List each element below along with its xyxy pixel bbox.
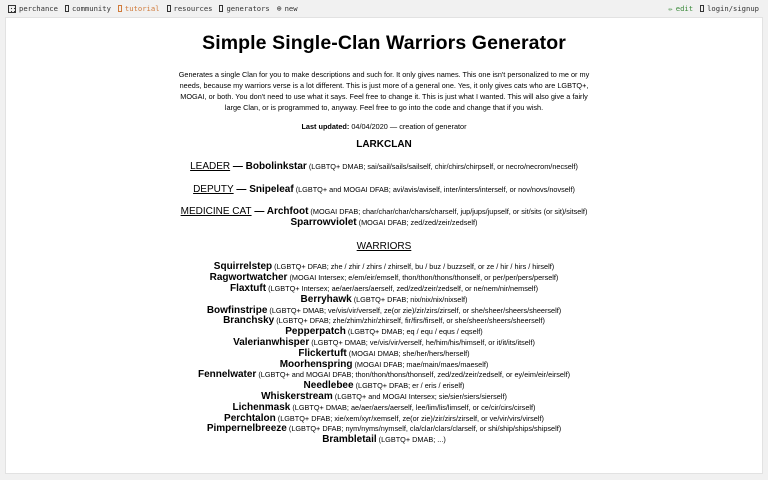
warrior-info: (LGBTQ+ DMAB; ve/vis/vir/verself, ze(or zie)/zir/zirs/zirself, or she/sheer/sheers/sheerself) (267, 305, 562, 315)
warrior-item (154, 338, 614, 349)
nav-new-link[interactable] (277, 4, 298, 13)
warrior-info: (LGBTQ+ DMAB; ve/vis/vir/verself, he/him/his/himself, or it/it/its/itself) (309, 337, 535, 347)
medicine-apprentice-info: (MOGAI DFAB; zed/zed/zeir/zedself) (356, 217, 478, 227)
nav-community-label: community (71, 4, 111, 13)
warrior-name: Brambletail (322, 434, 377, 446)
warrior-item (154, 392, 614, 403)
warrior-info: (LGBTQ+ DFAB; zhe / zhir / zhirs / zhirself, bu / buz / buzzself, or ze / hir / hirs / hirself) (272, 262, 555, 272)
warrior-info: (LGBTQ+ DFAB; nix/nix/nix/nixself) (351, 294, 468, 304)
intro-paragraph: Generates a single Clan for you to make descriptions and such for. It only gives names. This one isn't personalized to me or my needs, because my warriors verse is a lot different. This is just more of a general one. Yes, it only gives cats who are LGBTQ+, MOGAI, or both. You don't need to use what it says. Feel free to change it. This is just what I wanted. This will also give a fairly large Clan, or is programmed to, anyway. Feel free to go into the code and change that if you wish. (178, 70, 590, 113)
warrior-info: (LGBTQ+ DFAB; zhe/zhim/zhir/zhirself, fir/firs/firself, or she/sheer/sheers/sheerself) (274, 316, 545, 326)
warrior-name: Squirrelstep (213, 261, 273, 273)
warrior-info: (MOGAI DMAB; she/her/hers/herself) (346, 348, 470, 358)
top-nav-bar (0, 0, 768, 17)
warrior-info: (LGBTQ+ DFAB; nym/nyms/nymself, cla/clar/clars/clarself, or shi/ship/ships/shipself) (286, 424, 562, 434)
nav-tutorial-label: tutorial (124, 4, 160, 13)
medicine-cat-name: Archfoot (266, 206, 309, 218)
generator-output-panel (5, 17, 763, 474)
warrior-info: (LGBTQ+ DFAB; er / eris / eriself) (353, 381, 465, 391)
nav-new-label: new (284, 4, 298, 13)
warrior-item (154, 284, 614, 295)
top-nav-left (0, 4, 305, 13)
warrior-item (154, 435, 614, 446)
user-icon (700, 5, 704, 12)
leader-rank-label: LEADER (190, 161, 231, 173)
warrior-item (154, 403, 614, 414)
warrior-item (154, 349, 614, 360)
warrior-name: Berryhawk (300, 293, 352, 305)
medicine-cat-rank-label: MEDICINE CAT (180, 206, 252, 218)
warrior-name: Fennelwater (197, 369, 257, 381)
warrior-info: (LGBTQ+ DMAB; ae/aer/aers/aerself, lee/lim/lis/limself, or ce/cir/cirs/cirself) (290, 402, 536, 412)
last-updated-label: Last updated: (301, 122, 350, 132)
page-title: Simple Single-Clan Warriors Generator (202, 32, 566, 54)
warriors-list (154, 262, 614, 446)
warrior-name: Valerianwhisper (233, 336, 310, 348)
warrior-item (154, 424, 614, 435)
warrior-info: (MOGAI Intersex; e/em/eir/emself, thon/thon/thons/thonself, or per/per/pers/perself) (287, 273, 559, 283)
nav-tutorial-link[interactable] (118, 4, 160, 13)
leader-entry (164, 162, 604, 173)
warrior-item (154, 370, 614, 381)
warrior-info: (LGBTQ+ and MOGAI Intersex; sie/sier/siers/sierself) (332, 391, 507, 401)
deputy-info: (LGBTQ+ and MOGAI DFAB; avi/avis/aviself, inter/inters/interself, or nov/novs/novself) (293, 184, 575, 194)
warrior-item (154, 327, 614, 338)
nav-edit-label: edit (675, 4, 694, 13)
warrior-info: (LGBTQ+ and MOGAI DFAB; thon/thon/thons/thonself, zed/zed/zeir/zedself, or ey/eim/eir/eirself) (256, 370, 571, 380)
nav-resources-link[interactable] (167, 4, 213, 13)
resources-icon (167, 5, 171, 12)
deputy-rank-label: DEPUTY (193, 183, 234, 195)
warrior-info: (MOGAI DFAB; mae/main/maes/maeself) (352, 359, 489, 369)
nav-generators-link[interactable] (219, 4, 269, 13)
medicine-cat-info: (MOGAI DFAB; char/char/char/chars/charself, jup/jups/jupself, or sit/sits (or sit)/sitself) (308, 207, 588, 217)
medicine-cat-entry (164, 207, 604, 228)
warrior-name: Pepperpatch (285, 326, 346, 338)
warrior-name: Flaxtuft (229, 282, 267, 294)
warrior-info: (LGBTQ+ Intersex; ae/aer/aers/aerself, zed/zed/zeir/zedself, or ne/nem/nir/nemself) (266, 283, 539, 293)
tutorial-icon (118, 5, 122, 12)
nav-login-link[interactable] (700, 4, 759, 13)
deputy-entry (164, 185, 604, 196)
warrior-item (154, 381, 614, 392)
leader-info: (LGBTQ+ DMAB; sai/sail/sails/sailself, chir/chirs/chirpself, or necro/necrom/necself) (306, 162, 578, 172)
nav-perchance-link[interactable] (8, 4, 58, 13)
warrior-info: (LGBTQ+ DMAB; eq / equ / equs / eqself) (345, 327, 483, 337)
last-updated (164, 122, 604, 131)
nav-edit-link[interactable] (668, 4, 693, 13)
dash: — (233, 183, 250, 195)
nav-login-label: login/signup (707, 4, 759, 13)
nav-community-link[interactable] (65, 4, 111, 13)
warrior-item (154, 316, 614, 327)
warrior-info: (LGBTQ+ DFAB; xie/xem/xyr/xemself, ze(or zie)/zir/zirs/zirself, or ve/vir/virs/virself) (275, 413, 544, 423)
warrior-item (154, 273, 614, 284)
warrior-name: Moorhenspring (279, 358, 353, 370)
warrior-name: Whiskerstream (261, 390, 333, 402)
nav-perchance-label: perchance (19, 4, 58, 13)
last-updated-value: 04/04/2020 — creation of generator (349, 122, 467, 132)
warrior-info: (LGBTQ+ DMAB; ...) (376, 435, 446, 445)
globe-plus-icon: ⊕ (276, 3, 282, 13)
leader-name: Bobolinkstar (245, 161, 307, 173)
community-icon (65, 5, 69, 12)
warrior-name: Lichenmask (232, 401, 291, 413)
generator-content (164, 30, 604, 446)
nav-resources-label: resources (173, 4, 213, 13)
edit-icon: ✏ (668, 4, 673, 13)
warrior-name: Flickertuft (298, 347, 347, 359)
dash: — (251, 206, 267, 218)
warrior-name: Bowfinstripe (206, 304, 268, 316)
warrior-name: Branchsky (223, 315, 275, 327)
dice-logo-icon (8, 5, 16, 13)
top-nav-right (668, 4, 768, 13)
deputy-name: Snipeleaf (249, 183, 294, 195)
nav-generators-label: generators (226, 4, 270, 13)
warrior-name: Needlebee (303, 380, 354, 392)
warrior-name: Pimpernelbreeze (206, 423, 287, 435)
medicine-apprentice-entry (164, 218, 604, 229)
dash: — (230, 161, 246, 173)
generators-icon (219, 5, 223, 12)
warriors-heading: WARRIORS (356, 241, 412, 253)
clan-name: LARKCLAN (356, 139, 412, 151)
medicine-apprentice-name: Sparrowviolet (290, 216, 357, 228)
warrior-name: Perchtalon (224, 412, 276, 424)
warrior-name: Ragwortwatcher (209, 272, 288, 284)
